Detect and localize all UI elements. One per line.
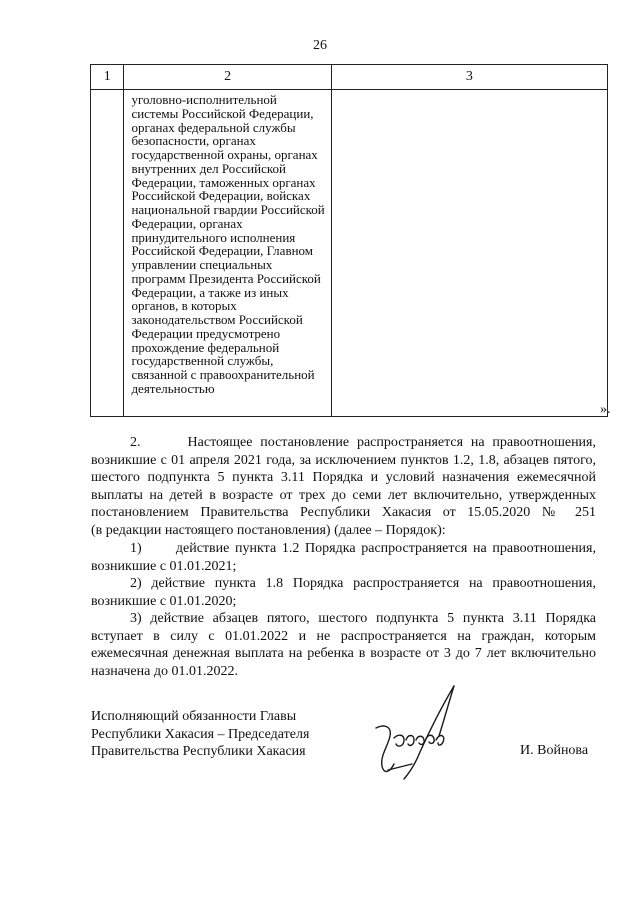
paragraph-2-item-2 [91,575,596,610]
table-closing-mark: ». [600,402,611,417]
signer-name: И. Войнова [520,743,589,758]
cell-line: прохождение федеральной [131,339,280,355]
cell-line: внутренних дел Российской [131,160,286,176]
cell-line: Федерации, органах [131,215,243,231]
cell-line: управлении специальных [131,257,273,272]
cell-line: Федерации, таможенных органах [131,174,316,190]
table-header-col-2: 2 [124,65,331,90]
cell-line: системы Российской Федерации, [131,105,314,121]
table-cell-col-1 [91,90,124,417]
paragraph-line: возникшие с 01.01.2020; [91,593,237,609]
table-cell-col-3 [331,90,607,417]
paragraph-line: 1) действие пункта 1.2 Порядка распространяется на правоотношения, [130,541,596,556]
paragraph-2 [91,434,596,540]
cell-line: законодательством Российской [131,312,303,327]
paragraph-line: возникшие с 01.01.2021; [91,558,237,574]
cell-line: органов, в которых [131,298,237,314]
paragraph-line: возникшие с 01 апреля 2021 года, за исключением пунктов 1.2, 1.8, абзацев пятого, [91,452,596,468]
paragraph-line: выплаты на детей в возрасте от трех до семи лет включительно, утвержденных [91,487,596,503]
paragraph-line: 2. Настоящее постановление распространяется на правоотношения, [130,435,596,450]
paragraph-line: 3) действие абзацев пятого, шестого подпункта 5 пункта 3.11 Порядка [130,611,596,626]
cell-line: Российской Федерации, войсках [131,188,311,204]
table-header-col-3: 3 [331,65,607,90]
cell-line: безопасности, органах [131,133,256,149]
cell-line: программ Президента Российской [131,270,321,286]
table-header-row [91,65,608,90]
paragraph-line: (в редакции настоящего постановления) (далее – Порядок): [91,522,446,538]
cell-line: принудительного исполнения [131,229,296,245]
benefits-table [90,64,608,417]
cell-line: Федерации, а также из иных [131,284,289,300]
paragraph-line: постановлением Правительства Республики Хакасия от 15.05.2020 № 251 [91,505,596,521]
paragraph-line: ежемесячная денежная выплата на ребенка в возрасте от 3 до 7 лет включительно [91,646,596,662]
paragraph-line: шестого подпункта 5 пункта 3.11 Порядка и условий назначения ежемесячной [91,470,596,486]
signatory-title-line: Правительства Республики Хакасия [91,744,306,759]
signatory-title-line: Республики Хакасия – Председателя [91,726,310,742]
cell-line: государственной охраны, органах [131,147,318,162]
handwritten-signature-icon [370,680,465,785]
cell-line: национальной гвардии Российской [131,202,325,217]
table-cell-col-2 [124,90,331,417]
table-row [91,90,608,417]
table-cell-col-2-text [124,90,330,416]
cell-line: органах федеральной службы [131,119,296,135]
cell-line: Российской Федерации, Главном [131,243,314,259]
cell-line: связанной с правоохранительной [131,367,315,382]
cell-line: государственной службы, [131,353,274,369]
cell-line: деятельностью [131,380,215,396]
paragraph-line: назначена до 01.01.2022. [91,663,238,679]
paragraph-2-item-3 [91,610,596,680]
page-number: 26 [313,38,327,53]
paragraph-line: вступает в силу с 01.01.2022 и не распространяется на граждан, которым [91,628,596,644]
cell-line: уголовно-исполнительной [131,92,277,107]
paragraph-line: 2) действие пункта 1.8 Порядка распространяется на правоотношения, [130,576,596,591]
signatory-title [91,708,309,761]
paragraph-2-item-1 [91,540,596,575]
signatory-title-line: Исполняющий обязанности Главы [91,709,297,724]
cell-line: Федерации предусмотрено [131,325,281,341]
table-header-col-1: 1 [91,65,124,90]
